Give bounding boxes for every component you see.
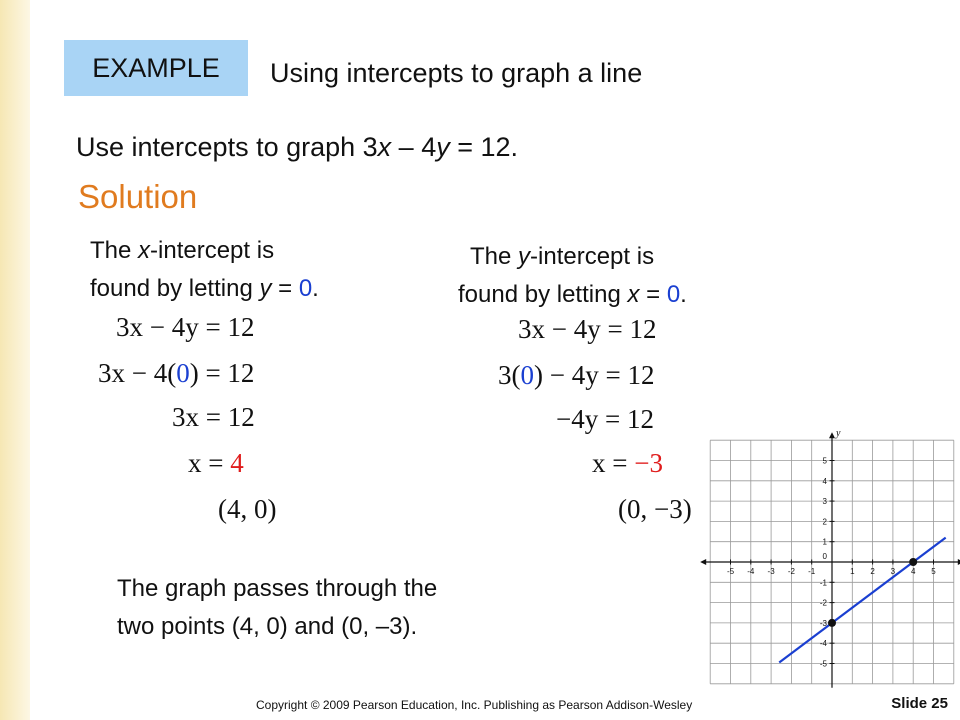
- x-step-5: [218, 494, 276, 525]
- x-intercept-line1: [90, 232, 319, 270]
- x-line1-post: -intercept is: [150, 237, 275, 264]
- x-axis-arrow-left: [700, 559, 706, 565]
- y-intercept-line2: [458, 276, 687, 314]
- x-step-4-value: 4: [230, 448, 244, 478]
- x-step-1-text: 3x − 4y = 12: [116, 312, 255, 342]
- y-step-4-pre: x =: [592, 448, 635, 478]
- coordinate-graph: [715, 428, 960, 680]
- y-line2-pre: found by letting: [458, 281, 628, 308]
- example-badge: EXAMPLE: [64, 40, 248, 96]
- y-step-5: [618, 494, 692, 525]
- y-line1-pre: The: [470, 243, 519, 270]
- y-step-4: [592, 448, 663, 479]
- x-tick-label: -3: [767, 567, 775, 576]
- side-decoration-strip: [0, 0, 30, 720]
- x-tick-label: -4: [747, 567, 755, 576]
- problem-var-x: x: [377, 132, 392, 162]
- x-line1-var: x: [138, 237, 151, 264]
- summary-line-2: two points (4, 0) and (0, –3).: [117, 613, 418, 640]
- summary-line-1: The graph passes through the: [117, 575, 438, 602]
- x-step-5-text: (4, 0): [218, 494, 277, 524]
- y-line2-var: x: [627, 281, 640, 308]
- y-tick-label: -3: [819, 618, 827, 628]
- problem-suffix: = 12.: [449, 132, 519, 162]
- example-title: Using intercepts to graph a line: [270, 58, 643, 88]
- y-tick-label: -1: [819, 578, 827, 588]
- x-step-3: [172, 402, 255, 433]
- y-tick-label: 1: [822, 537, 827, 547]
- x-tick-label: 1: [850, 567, 855, 576]
- x-step-2-pre: 3x − 4(: [98, 358, 177, 388]
- y-tick-label: 4: [822, 476, 827, 486]
- graph-summary: [117, 570, 437, 646]
- x-step-2-post: ) = 12: [189, 358, 255, 388]
- y-tick-label: 5: [822, 456, 827, 466]
- x-tick-label: 2: [870, 567, 875, 576]
- x-line1-pre: The: [90, 237, 139, 264]
- solution-heading: Solution: [78, 178, 198, 215]
- graph-plot: [779, 538, 945, 663]
- y-line2-mid: =: [639, 281, 667, 308]
- x-tick-label: -2: [787, 567, 795, 576]
- problem-statement: [76, 132, 518, 163]
- origin-label: 0: [822, 552, 827, 561]
- x-step-2-zero: 0: [176, 358, 190, 388]
- graph-axes: [700, 428, 960, 688]
- y-line2-zero: 0: [666, 281, 681, 308]
- y-step-2-zero: 0: [520, 360, 534, 390]
- y-step-3: [556, 404, 654, 435]
- copyright-notice: Copyright © 2009 Pearson Education, Inc. Publishing as Pearson Addison-Wesley: [256, 698, 693, 712]
- intercept-point: [909, 558, 917, 566]
- y-step-1-text: 3x − 4y = 12: [518, 314, 657, 344]
- y-step-5-text: (0, −3): [618, 494, 692, 524]
- x-step-1: [116, 312, 254, 343]
- y-tick-label: 2: [822, 517, 827, 527]
- x-line2-var: y: [259, 275, 272, 302]
- y-step-3-text: −4y = 12: [556, 404, 654, 434]
- y-tick-label: -4: [819, 639, 827, 649]
- y-step-4-value: −3: [634, 448, 663, 478]
- problem-var-y: y: [436, 132, 450, 162]
- x-tick-label: 3: [890, 567, 896, 576]
- x-intercept-explanation: [90, 232, 319, 308]
- x-line2-period: .: [312, 275, 319, 302]
- y-axis-arrow: [829, 432, 835, 438]
- intercept-point: [828, 619, 836, 627]
- y-tick-label: 3: [822, 497, 827, 507]
- y-intercept-line1: [458, 238, 687, 276]
- problem-mid: – 4: [391, 132, 437, 162]
- y-line2-period: .: [680, 281, 687, 308]
- x-intercept-line2: [90, 270, 319, 308]
- graph-line: [779, 538, 945, 663]
- x-line2-zero: 0: [298, 275, 313, 302]
- x-line2-mid: =: [271, 275, 299, 302]
- y-step-2-pre: 3(: [498, 360, 521, 390]
- y-intercept-explanation: [458, 238, 687, 314]
- y-step-2: [498, 360, 654, 391]
- x-step-3-text: 3x = 12: [172, 402, 255, 432]
- problem-prefix: Use intercepts to graph 3: [76, 132, 378, 162]
- y-line1-var: y: [518, 243, 531, 270]
- y-step-2-post: ) − 4y = 12: [534, 360, 655, 390]
- x-line2-pre: found by letting: [90, 275, 260, 302]
- x-step-4-pre: x =: [188, 448, 231, 478]
- y-step-1: [518, 314, 656, 345]
- y-axis-label: y: [836, 428, 841, 440]
- x-tick-label: 4: [910, 567, 916, 576]
- x-tick-label: 5: [931, 567, 936, 576]
- x-tick-label: -1: [808, 567, 816, 576]
- y-line1-post: -intercept is: [530, 243, 655, 270]
- x-step-4: [188, 448, 244, 479]
- x-tick-label: -5: [726, 567, 735, 576]
- slide-number: Slide 25: [891, 695, 948, 712]
- y-tick-label: -2: [819, 598, 827, 608]
- x-step-2: [98, 358, 254, 389]
- y-tick-label: -5: [819, 659, 827, 669]
